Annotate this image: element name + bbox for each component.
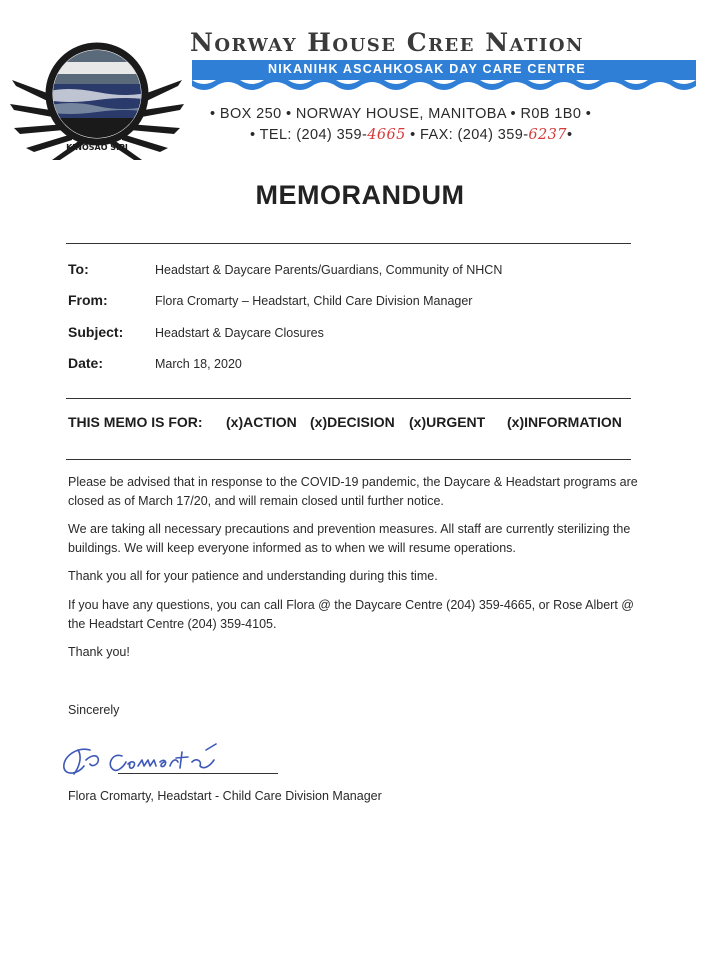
organization-name: Norway House Cree Nation (190, 28, 584, 57)
subtitle-banner-text: NIKANIHK ASCAHKOSAK DAY CARE CENTRE (268, 62, 586, 76)
closing-text: Sincerely (68, 703, 120, 717)
date-label: Date: (68, 355, 104, 371)
contact-line (250, 127, 572, 143)
body-paragraph-contacts: If you have any questions, you can call Flora @ the Daycare Centre (204) 359-4665, or Rose Albert @ the Headstart Centre (204) 359-4105. (68, 598, 634, 631)
handwritten-signature (56, 736, 286, 784)
tel-handwritten-suffix: 4665 (367, 127, 406, 143)
nation-seal-logo (6, 22, 188, 162)
to-value: Headstart & Daycare Parents/Guardians, Community of NHCN (155, 263, 503, 277)
seal-text: KINOSAO SIPI (66, 143, 128, 152)
body-paragraph-thanks: Thank you all for your patience and understanding during this time. (68, 569, 438, 583)
tel-label: • TEL: (204) 359- (250, 127, 368, 143)
fax-handwritten-suffix: 6237 (528, 127, 567, 143)
body-paragraph-thank-you: Thank you! (68, 645, 130, 659)
purpose-action: (x)ACTION (226, 414, 297, 430)
divider-top (66, 243, 631, 244)
subject-value: Headstart & Daycare Closures (155, 326, 324, 340)
signer-name-title: Flora Cromarty, Headstart - Child Care Division Manager (68, 789, 382, 803)
from-label: From: (68, 292, 108, 308)
body-paragraph-closure: Please be advised that in response to the COVID-19 pandemic, the Daycare & Headstart programs are closed as of March 17/20, and will remain closed until further notice. (68, 475, 638, 508)
subject-label: Subject: (68, 324, 124, 340)
purpose-decision: (x)DECISION (310, 414, 395, 430)
from-value: Flora Cromarty – Headstart, Child Care Division Manager (155, 294, 473, 308)
address-line: • BOX 250 • NORWAY HOUSE, MANITOBA • R0B 1B0 • (210, 106, 592, 122)
purpose-urgent: (x)URGENT (409, 414, 486, 430)
divider-middle (66, 398, 631, 399)
memo-purpose-label: THIS MEMO IS FOR: (68, 414, 203, 430)
end-bullet: • (566, 127, 573, 143)
memo-title: MEMORANDUM (255, 180, 465, 210)
signature-line (118, 773, 278, 774)
body-paragraph-precautions: We are taking all necessary precautions and prevention measures. All staff are currently sterilizing the buildings. We will keep everyone informed as to when we will resume operations. (68, 522, 631, 555)
fax-label: • FAX: (204) 359- (410, 127, 529, 143)
date-value: March 18, 2020 (155, 357, 242, 371)
divider-bottom (66, 459, 631, 460)
to-label: To: (68, 261, 89, 277)
purpose-information: (x)INFORMATION (507, 414, 622, 430)
